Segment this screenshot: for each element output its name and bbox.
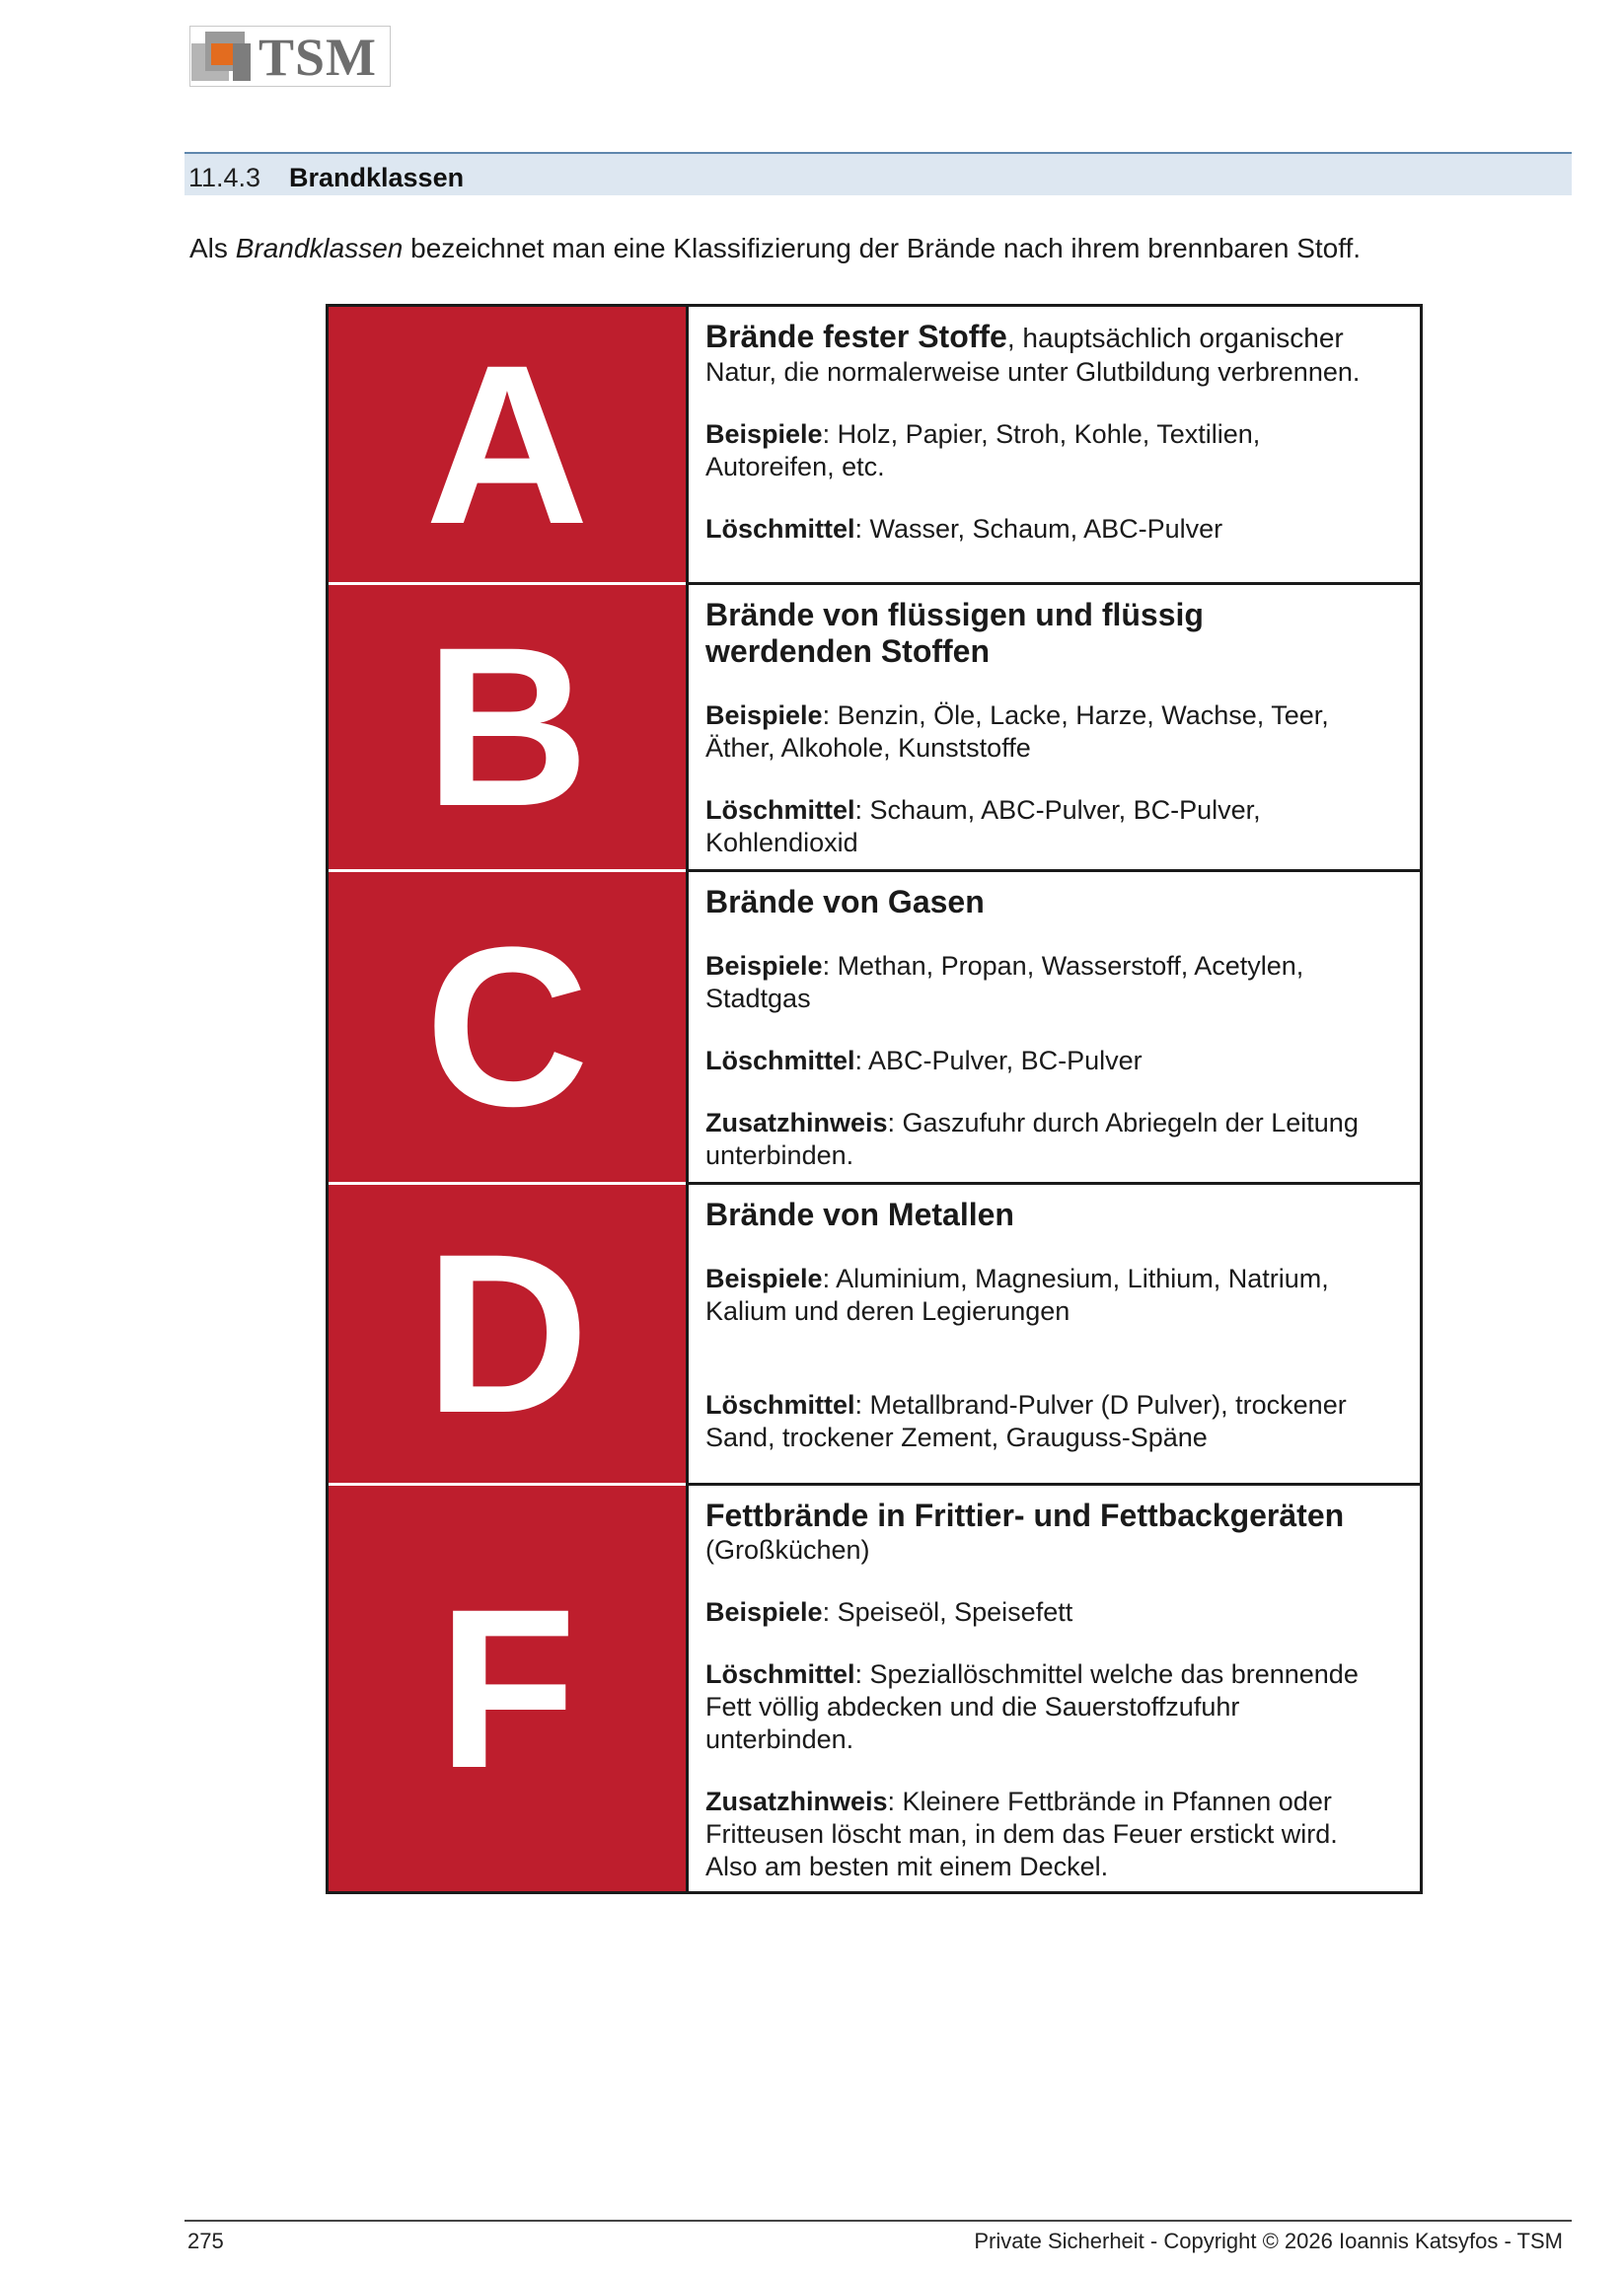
- fire-classes-table: [326, 304, 1423, 1894]
- section-title: Brandklassen: [289, 163, 465, 192]
- agents-label: Löschmittel: [705, 795, 855, 825]
- examples-text: : Aluminium, Magnesium, Lithium, Natrium,: [822, 1264, 1329, 1293]
- class-letter-cell: [329, 1486, 686, 1891]
- agents-text: : Metallbrand-Pulver (D Pulver), trockener: [854, 1390, 1347, 1420]
- agents-label: Löschmittel: [705, 1046, 855, 1075]
- agents-text: : Speziallöschmittel welche das brennende: [854, 1659, 1359, 1689]
- heading-line1: Brände von flüssigen und flüssig: [705, 597, 1204, 632]
- extinguishing-agents: [705, 513, 1406, 546]
- class-description: [686, 585, 1420, 869]
- class-heading-line2: Natur, die normalerweise unter Glutbildung verbrennen.: [705, 357, 1361, 387]
- extinguishing-agents: [705, 1045, 1406, 1077]
- class-letter-cell: [329, 872, 686, 1182]
- examples-text: : Holz, Papier, Stroh, Kohle, Textilien,: [822, 419, 1261, 449]
- heading-line1: Brände von Gasen: [705, 884, 985, 919]
- class-letter-cell: [329, 1185, 686, 1483]
- examples-label: Beispiele: [705, 1597, 823, 1627]
- heading-bold: Brände fester Stoffe: [705, 319, 1007, 354]
- logo-squares-icon: [191, 30, 253, 85]
- class-letter-cell: [329, 585, 686, 869]
- agents-label: Löschmittel: [705, 1390, 855, 1420]
- examples: [705, 418, 1406, 451]
- class-letter: D: [424, 1207, 590, 1460]
- class-heading: [705, 319, 1406, 356]
- intro-suffix: bezeichnet man eine Klassifizierung der Brände nach ihrem brennbaren Stoff.: [403, 233, 1362, 263]
- note-text: : Gaszufuhr durch Abriegeln der Leitung: [887, 1108, 1359, 1137]
- class-heading-sub: (Großküchen): [705, 1535, 870, 1565]
- examples-line2: Autoreifen, etc.: [705, 452, 885, 481]
- examples: [705, 1596, 1406, 1629]
- examples-label: Beispiele: [705, 1264, 823, 1293]
- fire-class-row-a: [329, 307, 1420, 582]
- additional-note: [705, 1107, 1406, 1139]
- examples-line2: Stadtgas: [705, 984, 811, 1013]
- intro-term: Brandklassen: [235, 233, 404, 263]
- examples-line2: Äther, Alkohole, Kunststoffe: [705, 733, 1031, 763]
- fire-class-row-c: [329, 872, 1420, 1182]
- examples-text: : Benzin, Öle, Lacke, Harze, Wachse, Teer,: [822, 700, 1329, 730]
- class-description: [686, 1185, 1420, 1483]
- tsm-logo: [189, 26, 391, 87]
- class-description: [686, 307, 1420, 582]
- class-heading: [705, 884, 1406, 920]
- heading-line1: Fettbrände in Frittier- und Fettbackgeräten: [705, 1498, 1345, 1533]
- fire-class-row-d: [329, 1185, 1420, 1483]
- section-number: 11.4.3: [188, 163, 261, 192]
- examples-text: : Speiseöl, Speisefett: [822, 1597, 1073, 1627]
- examples: [705, 699, 1406, 732]
- note-line3: Also am besten mit einem Deckel.: [705, 1852, 1109, 1881]
- heading-line2: werdenden Stoffen: [705, 633, 991, 669]
- class-description: [686, 1486, 1420, 1891]
- note-text: : Kleinere Fettbrände in Pfannen oder: [887, 1787, 1332, 1816]
- extinguishing-agents: [705, 1389, 1406, 1422]
- agents-label: Löschmittel: [705, 514, 855, 544]
- class-letter: A: [424, 317, 590, 571]
- class-letter: B: [424, 600, 590, 853]
- intro-prefix: Als: [189, 233, 236, 263]
- additional-note: [705, 1786, 1406, 1818]
- class-letter-cell: [329, 307, 686, 582]
- examples-line2: Kalium und deren Legierungen: [705, 1296, 1070, 1326]
- examples-label: Beispiele: [705, 700, 823, 730]
- class-heading: [705, 597, 1406, 633]
- logo-text: TSM: [258, 28, 378, 87]
- section-heading: [185, 152, 1572, 195]
- class-heading-line2: [705, 633, 1406, 670]
- fire-class-row-b: [329, 585, 1420, 869]
- agents-text: : Schaum, ABC-Pulver, BC-Pulver,: [854, 795, 1261, 825]
- examples-label: Beispiele: [705, 951, 823, 981]
- class-heading: [705, 1197, 1406, 1233]
- agents-label: Löschmittel: [705, 1659, 855, 1689]
- examples: [705, 1263, 1406, 1295]
- note-label: Zusatzhinweis: [705, 1108, 888, 1137]
- note-label: Zusatzhinweis: [705, 1787, 888, 1816]
- fire-class-row-f: [329, 1486, 1420, 1891]
- class-heading: [705, 1498, 1406, 1534]
- agents-line2: Fett völlig abdecken und die Sauerstoffzufuhr: [705, 1692, 1240, 1722]
- agents-line3: unterbinden.: [705, 1724, 854, 1754]
- agents-line2: Kohlendioxid: [705, 828, 858, 857]
- footer-divider: [185, 2220, 1572, 2222]
- heading-line1: Brände von Metallen: [705, 1197, 1014, 1232]
- agents-text: : Wasser, Schaum, ABC-Pulver: [854, 514, 1223, 544]
- examples: [705, 950, 1406, 983]
- examples-label: Beispiele: [705, 419, 823, 449]
- extinguishing-agents: [705, 1658, 1406, 1691]
- agents-line2: Sand, trockener Zement, Grauguss-Späne: [705, 1423, 1208, 1452]
- page-number: 275: [187, 2229, 224, 2253]
- intro-paragraph: [189, 233, 1361, 264]
- class-letter: F: [437, 1561, 577, 1815]
- extinguishing-agents: [705, 794, 1406, 827]
- class-letter: C: [424, 900, 590, 1153]
- note-line2: unterbinden.: [705, 1140, 854, 1170]
- footer-copyright: Private Sicherheit - Copyright © 2026 Ioannis Katsyfos - TSM: [974, 2229, 1563, 2253]
- class-description: [686, 872, 1420, 1182]
- heading-rest: , hauptsächlich organischer: [1006, 323, 1344, 353]
- examples-text: : Methan, Propan, Wasserstoff, Acetylen,: [822, 951, 1304, 981]
- note-line2: Fritteusen löscht man, in dem das Feuer erstickt wird.: [705, 1819, 1338, 1849]
- agents-text: : ABC-Pulver, BC-Pulver: [854, 1046, 1143, 1075]
